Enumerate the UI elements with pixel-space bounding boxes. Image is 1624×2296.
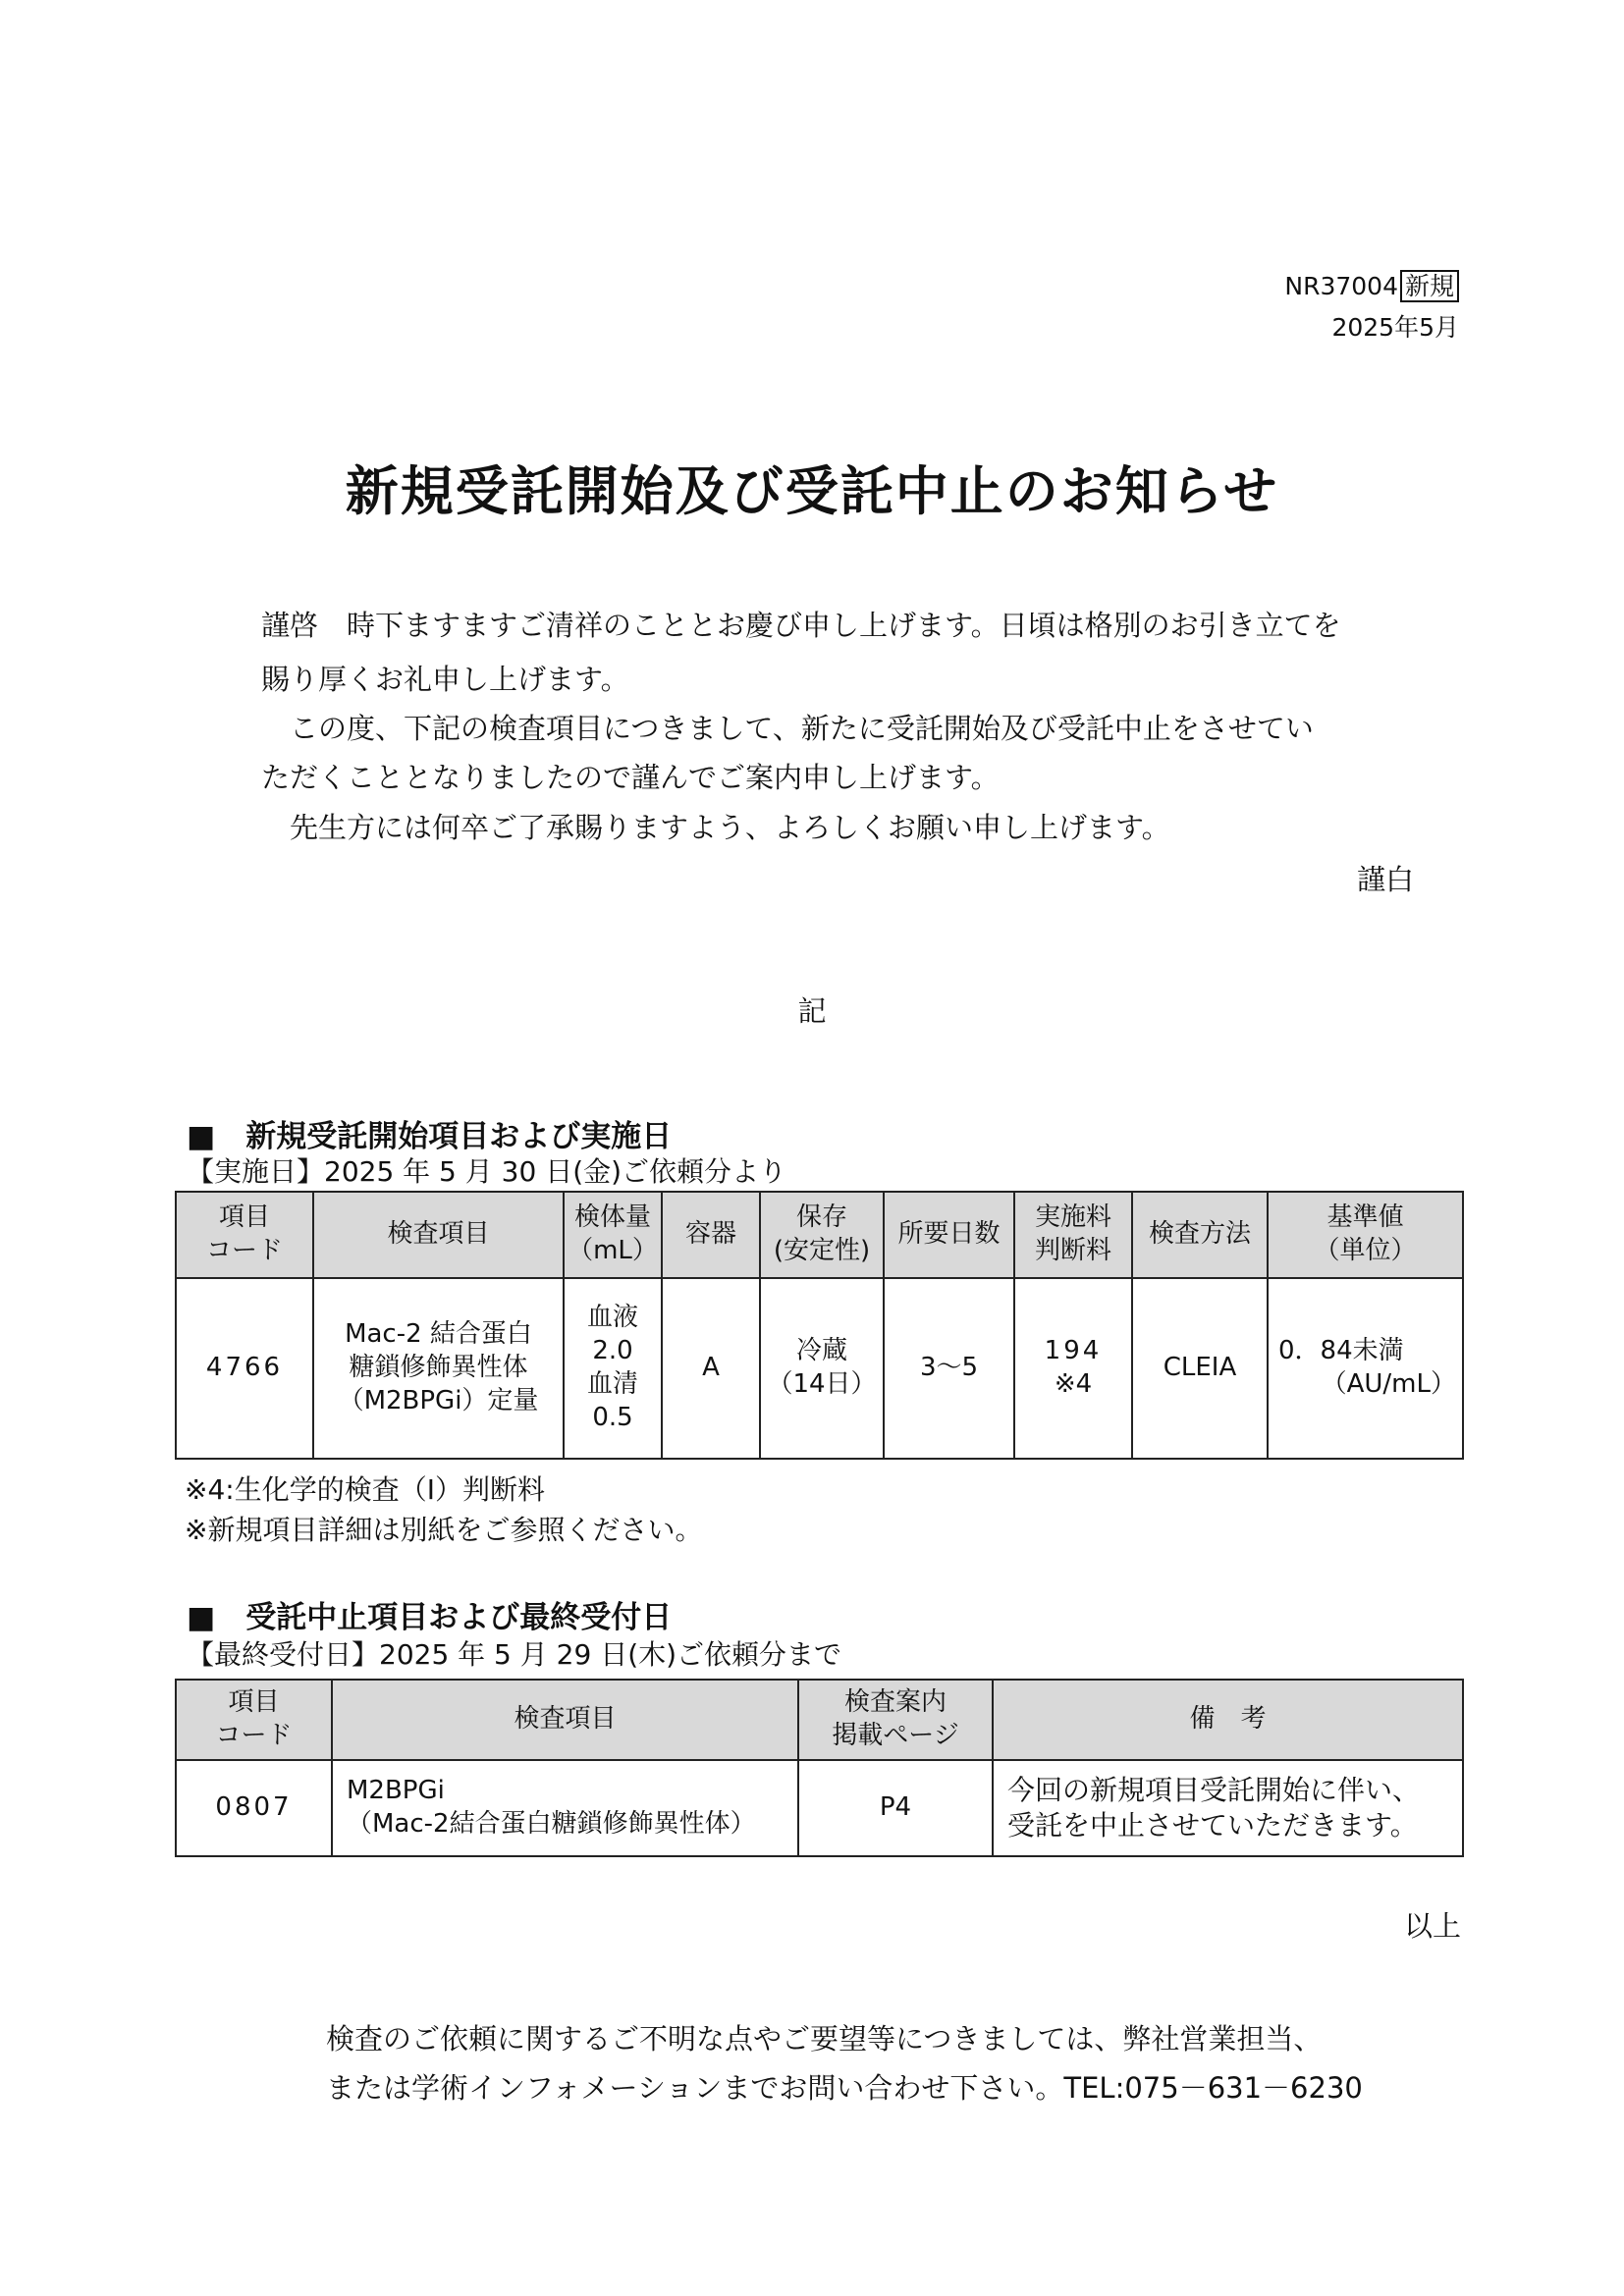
- footer-line-2: または学術インフォメーションまでお問い合わせ下さい。TEL:075－631－6230: [326, 2071, 1363, 2105]
- section1-heading: ■ 新規受託開始項目および実施日: [187, 1119, 673, 1154]
- cell-storage: 冷蔵 （14日）: [760, 1278, 884, 1459]
- header-method: 検査方法: [1132, 1192, 1268, 1278]
- cell-days: 3～5: [884, 1278, 1014, 1459]
- section1-date-line: 【実施日】2025 年 5 月 30 日(金)ご依頼分より: [187, 1155, 787, 1188]
- header-code: 項目 コード: [176, 1680, 332, 1760]
- table-header-row: [176, 1680, 1463, 1760]
- header-fee: 実施料 判断料: [1014, 1192, 1132, 1278]
- table-header-row: [176, 1192, 1463, 1278]
- greeting-line-1: 謹啓 時下ますますご清祥のこととお慶び申し上げます。日頃は格別のお引き立てを: [261, 609, 1341, 642]
- discontinued-items-table: [175, 1679, 1464, 1857]
- note-1: ※4:生化学的検査（Ⅰ）判断料: [185, 1473, 545, 1506]
- closing-kindly: 謹白: [1356, 863, 1414, 896]
- cell-remarks: 今回の新規項目受託開始に伴い、 受託を中止させていただきます。: [993, 1760, 1463, 1856]
- header-reference: 基準値 （単位）: [1268, 1192, 1463, 1278]
- table-row: [176, 1278, 1463, 1459]
- cell-method: CLEIA: [1132, 1278, 1268, 1459]
- header-code: 項目 コード: [176, 1192, 313, 1278]
- note-2: ※新規項目詳細は別紙をご参照ください。: [185, 1514, 703, 1546]
- greeting-line-5: 先生方には何卒ご了承賜りますよう、よろしくお願い申し上げます。: [261, 811, 1170, 844]
- cell-volume: 血液 2.0 血清 0.5: [564, 1278, 662, 1459]
- cell-reference: 0．84未満 （AU/mL）: [1268, 1278, 1463, 1459]
- header-storage: 保存 (安定性): [760, 1192, 884, 1278]
- header-volume: 検体量 （mL）: [564, 1192, 662, 1278]
- cell-code: 4766: [176, 1278, 313, 1459]
- header-page: 検査案内 掲載ページ: [798, 1680, 993, 1760]
- cell-item: M2BPGi （Mac-2結合蛋白糖鎖修飾異性体）: [332, 1760, 798, 1856]
- greeting-line-4: ただくこととなりましたので謹んでご案内申し上げます。: [261, 761, 1000, 794]
- section2-heading: ■ 受託中止項目および最終受付日: [187, 1600, 673, 1635]
- page-title: 新規受託開始及び受託中止のお知らせ: [345, 460, 1279, 522]
- header-item: 検査項目: [332, 1680, 798, 1760]
- header-item: 検査項目: [313, 1192, 564, 1278]
- cell-page: P4: [798, 1760, 993, 1856]
- header-days: 所要日数: [884, 1192, 1014, 1278]
- new-tag-badge: 新規: [1400, 270, 1459, 302]
- header-remarks: 備 考: [993, 1680, 1463, 1760]
- header-container: 容器: [662, 1192, 760, 1278]
- greeting-line-2: 賜り厚くお礼申し上げます。: [261, 663, 629, 696]
- ki-heading: 記: [797, 994, 827, 1028]
- new-items-table: [175, 1191, 1464, 1460]
- section2-date-line: 【最終受付日】2025 年 5 月 29 日(木)ご依頼分まで: [187, 1638, 842, 1671]
- cell-code: 0807: [176, 1760, 332, 1856]
- cell-container: A: [662, 1278, 760, 1459]
- document-date: 2025年5月: [1331, 313, 1459, 342]
- document-number: [1080, 267, 1459, 302]
- footer-line-1: 検査のご依頼に関するご不明な点やご要望等につきましては、弊社営業担当、: [326, 2022, 1323, 2056]
- greeting-line-3: この度、下記の検査項目につきまして、新たに受託開始及び受託中止をさせてい: [261, 712, 1314, 745]
- cell-fee: 194 ※4: [1014, 1278, 1132, 1459]
- table-row: [176, 1760, 1463, 1856]
- end-mark: 以上: [1403, 1909, 1461, 1943]
- cell-item: Mac-2 結合蛋白 糖鎖修飾異性体 （M2BPGi）定量: [313, 1278, 564, 1459]
- document-number-text: NR37004: [1284, 272, 1398, 300]
